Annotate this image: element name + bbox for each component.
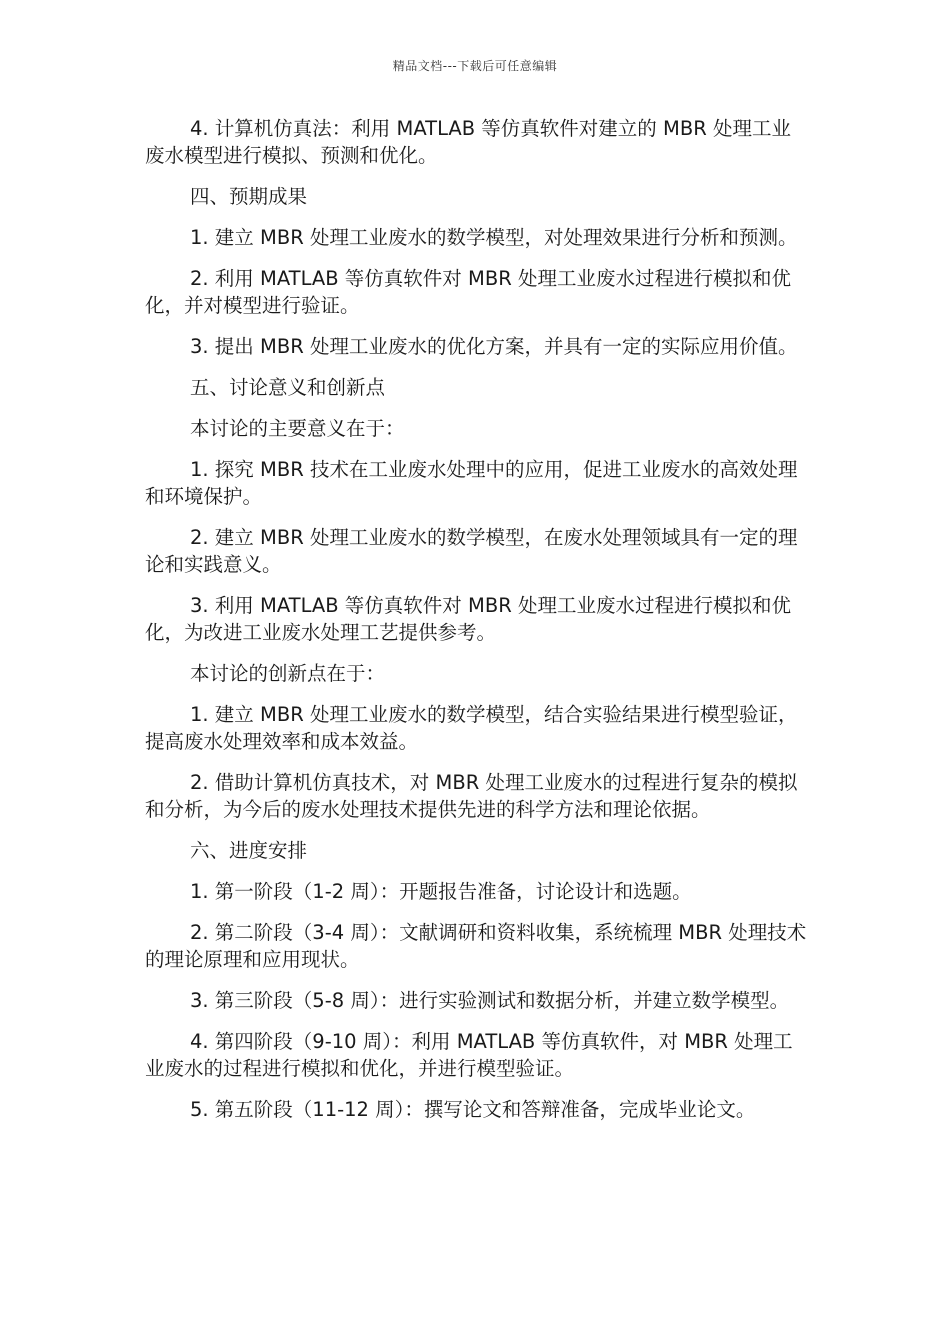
paragraph-significance-1: 1. 探究 MBR 技术在工业废水处理中的应用，促进工业废水的高效处理和环境保护。	[145, 458, 798, 508]
paragraph-schedule-2: 2. 第二阶段（3-4 周）：文献调研和资料收集，系统梳理 MBR 处理技术的理论原理和应用现状。	[145, 921, 807, 971]
paragraph-method-4: 4. 计算机仿真法：利用 MATLAB 等仿真软件对建立的 MBR 处理工业废水模型进行模拟、预测和优化。	[145, 117, 791, 167]
paragraph-innovation-intro: 本讨论的创新点在于：	[190, 662, 386, 685]
paragraph-significance-3: 3. 利用 MATLAB 等仿真软件对 MBR 处理工业废水过程进行模拟和优化，为改进工业废水处理工艺提供参考。	[145, 594, 791, 644]
document-body	[145, 115, 810, 1137]
paragraph-schedule-5: 5. 第五阶段（11-12 周）：撰写论文和答辩准备，完成毕业论文。	[190, 1098, 756, 1121]
paragraph-innovation-1: 1. 建立 MBR 处理工业废水的数学模型，结合实验结果进行模型验证，提高废水处理效率和成本效益。	[145, 703, 798, 753]
paragraph-schedule-3: 3. 第三阶段（5-8 周）：进行实验测试和数据分析，并建立数学模型。	[190, 989, 790, 1012]
page-header: 精品文档---下载后可任意编辑	[392, 59, 558, 73]
paragraph-significance-2: 2. 建立 MBR 处理工业废水的数学模型，在废水处理领域具有一定的理论和实践意义。	[145, 526, 798, 576]
paragraph-schedule-1: 1. 第一阶段（1-2 周）：开题报告准备，讨论设计和选题。	[190, 880, 692, 903]
paragraph-schedule-4: 4. 第四阶段（9-10 周）：利用 MATLAB 等仿真软件，对 MBR 处理工业废水的过程进行模拟和优化，并进行模型验证。	[145, 1030, 793, 1080]
paragraph-result-1: 1. 建立 MBR 处理工业废水的数学模型，对处理效果进行分析和预测。	[190, 226, 798, 249]
paragraph-innovation-2: 2. 借助计算机仿真技术，对 MBR 处理工业废水的过程进行复杂的模拟和分析，为今后的废水处理技术提供先进的科学方法和理论依据。	[145, 771, 798, 821]
paragraph-result-2: 2. 利用 MATLAB 等仿真软件对 MBR 处理工业废水过程进行模拟和优化，并对模型进行验证。	[145, 267, 791, 317]
section-heading-significance: 五、讨论意义和创新点	[190, 376, 386, 399]
section-heading-schedule: 六、进度安排	[190, 839, 308, 862]
paragraph-result-3: 3. 提出 MBR 处理工业废水的优化方案，并具有一定的实际应用价值。	[190, 335, 798, 358]
paragraph-significance-intro: 本讨论的主要意义在于：	[190, 417, 405, 440]
section-heading-expected-results: 四、预期成果	[190, 185, 308, 208]
